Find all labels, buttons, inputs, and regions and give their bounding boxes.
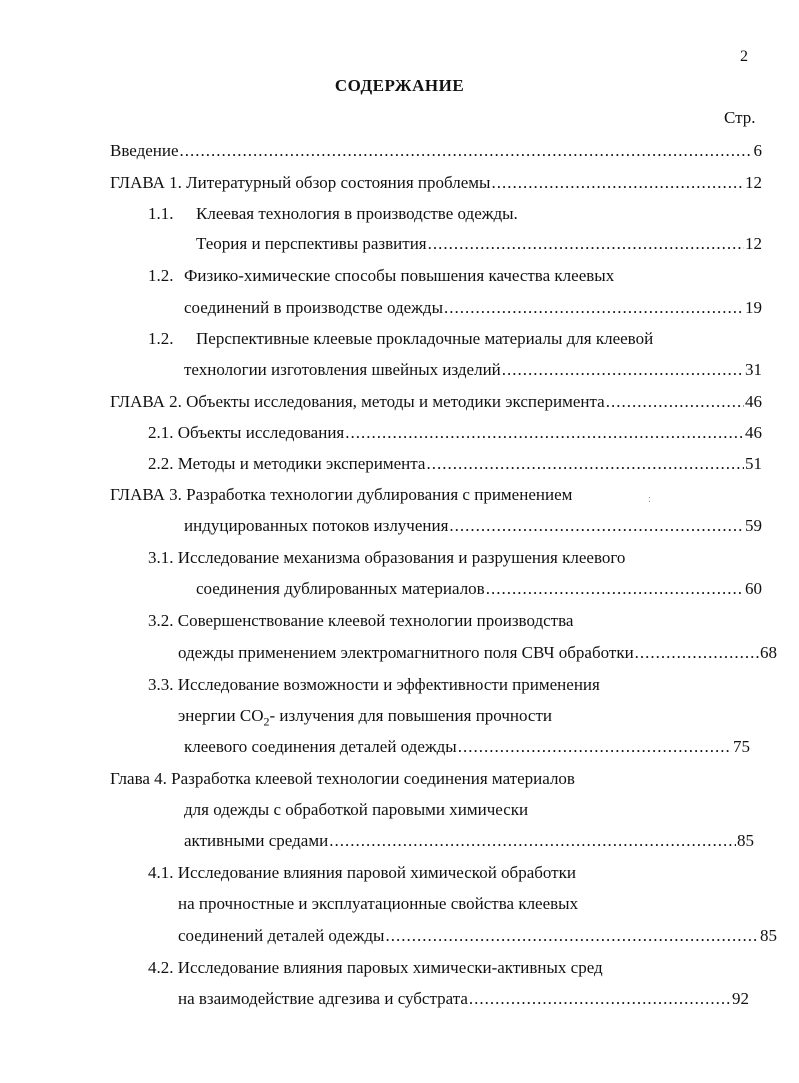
toc-section-number: 1.1. bbox=[148, 204, 174, 223]
toc-entry-title: ГЛАВА 1. Литературный обзор состояния проблемы bbox=[110, 173, 491, 192]
toc-entry-2-2 bbox=[148, 452, 762, 476]
toc-entry-title: соединений деталей одежды bbox=[178, 926, 385, 945]
toc-entry-line: 3.3. Исследование возможности и эффективности применения bbox=[148, 675, 600, 694]
page-number: 2 bbox=[740, 48, 748, 65]
toc-page-number: 12 bbox=[745, 234, 762, 253]
leader-dots bbox=[426, 452, 744, 476]
toc-entry-intro bbox=[110, 139, 762, 163]
toc-entry-line: Перспективные клеевые прокладочные материалы для клеевой bbox=[196, 329, 654, 348]
toc-entry-line: 3.1. Исследование механизма образования и разрушения клеевого bbox=[148, 548, 626, 567]
toc-entry-title: на взаимодействие адгезива и субстрата bbox=[178, 989, 468, 1008]
leader-dots bbox=[486, 577, 744, 601]
toc-page-number: 46 bbox=[745, 392, 762, 411]
toc-entry-line: Клеевая технология в производстве одежды. bbox=[196, 204, 518, 223]
toc-entry-chapter-2 bbox=[110, 390, 762, 414]
toc-section-number: 1.2. bbox=[148, 329, 174, 348]
toc-entry-title: 2.1. Объекты исследования bbox=[148, 423, 345, 442]
toc-entry-4-2 bbox=[178, 987, 749, 1011]
toc-entry-line: ГЛАВА 3. Разработка технологии дублирования с применением bbox=[110, 485, 573, 504]
toc-entry-line: Глава 4. Разработка клеевой технологии соединения материалов bbox=[110, 769, 575, 788]
toc-entry-1-1 bbox=[196, 232, 762, 256]
leader-dots bbox=[458, 735, 732, 759]
toc-text: - излучения для повышения прочности bbox=[269, 706, 553, 725]
toc-entry-1-2 bbox=[184, 296, 762, 320]
leader-dots bbox=[635, 641, 759, 665]
toc-entry-chapter-1 bbox=[110, 171, 762, 195]
page-title: СОДЕРЖАНИЕ bbox=[334, 76, 465, 95]
toc-entry-chapter-3 bbox=[184, 514, 762, 538]
leader-dots bbox=[385, 924, 759, 948]
toc-entry-line bbox=[178, 704, 552, 728]
scan-mark: : bbox=[648, 494, 651, 505]
toc-entry-3-3 bbox=[184, 735, 750, 759]
leader-dots bbox=[428, 232, 744, 256]
toc-page-number: 60 bbox=[745, 579, 762, 598]
toc-entry-line: 4.2. Исследование влияния паровых химически-активных сред bbox=[148, 958, 603, 977]
toc-page-number: 85 bbox=[737, 831, 754, 850]
toc-entry-line: на прочностные и эксплуатационные свойства клеевых bbox=[178, 894, 579, 913]
toc-entry-3-1 bbox=[196, 577, 762, 601]
toc-page-number: 12 bbox=[745, 173, 762, 192]
toc-page-number: 6 bbox=[753, 141, 762, 160]
toc-page-number: 46 bbox=[745, 423, 762, 442]
toc-entry-3-2 bbox=[178, 641, 777, 665]
leader-dots bbox=[606, 390, 744, 414]
leader-dots bbox=[444, 296, 744, 320]
toc-text: энергии СО bbox=[178, 706, 264, 725]
toc-entry-title: активными средами bbox=[184, 831, 329, 850]
toc-entry-chapter-4 bbox=[184, 829, 754, 853]
leader-dots bbox=[502, 358, 744, 382]
toc-entry-title: 2.2. Методы и методики эксперимента bbox=[148, 454, 426, 473]
toc-entry-title: индуцированных потоков излучения bbox=[184, 516, 449, 535]
toc-page-number: 85 bbox=[760, 926, 777, 945]
subscript: 2 bbox=[263, 714, 270, 729]
toc-entry-1-2-b bbox=[184, 358, 762, 382]
toc-page-number: 19 bbox=[745, 298, 762, 317]
page-column-label: Стр. bbox=[724, 108, 756, 127]
toc-page-number: 31 bbox=[745, 360, 762, 379]
toc-page-number: 75 bbox=[733, 737, 750, 756]
toc-entry-title: технологии изготовления швейных изделий bbox=[184, 360, 501, 379]
toc-section-number: 1.2. bbox=[148, 266, 174, 285]
leader-dots bbox=[345, 421, 744, 445]
leader-dots bbox=[449, 514, 744, 538]
toc-entry-2-1 bbox=[148, 421, 762, 445]
toc-entry-title: ГЛАВА 2. Объекты исследования, методы и методики эксперимента bbox=[110, 392, 605, 411]
toc-entry-title: соединений в производстве одежды bbox=[184, 298, 443, 317]
toc-entry-title: Теория и перспективы развития bbox=[196, 234, 427, 253]
toc-page-number: 68 bbox=[760, 643, 777, 662]
toc-entry-title: соединения дублированных материалов bbox=[196, 579, 485, 598]
toc-entry-4-1 bbox=[178, 924, 777, 948]
toc-entry-title: одежды применением электромагнитного поля СВЧ обработки bbox=[178, 643, 634, 662]
leader-dots bbox=[469, 987, 731, 1011]
toc-entry-title: Введение bbox=[110, 141, 179, 160]
toc-page-number: 51 bbox=[745, 454, 762, 473]
toc-entry-line: 3.2. Совершенствование клеевой технологии производства bbox=[148, 611, 574, 630]
toc-entry-line: 4.1. Исследование влияния паровой химической обработки bbox=[148, 863, 576, 882]
toc-entry-line: Физико-химические способы повышения качества клеевых bbox=[184, 266, 615, 285]
toc-page-number: 92 bbox=[732, 989, 749, 1008]
toc-entry-title: клеевого соединения деталей одежды bbox=[184, 737, 457, 756]
leader-dots bbox=[491, 171, 744, 195]
leader-dots bbox=[329, 829, 736, 853]
toc-page-number: 59 bbox=[745, 516, 762, 535]
toc-entry-line: для одежды с обработкой паровыми химически bbox=[184, 800, 529, 819]
leader-dots bbox=[180, 139, 753, 163]
